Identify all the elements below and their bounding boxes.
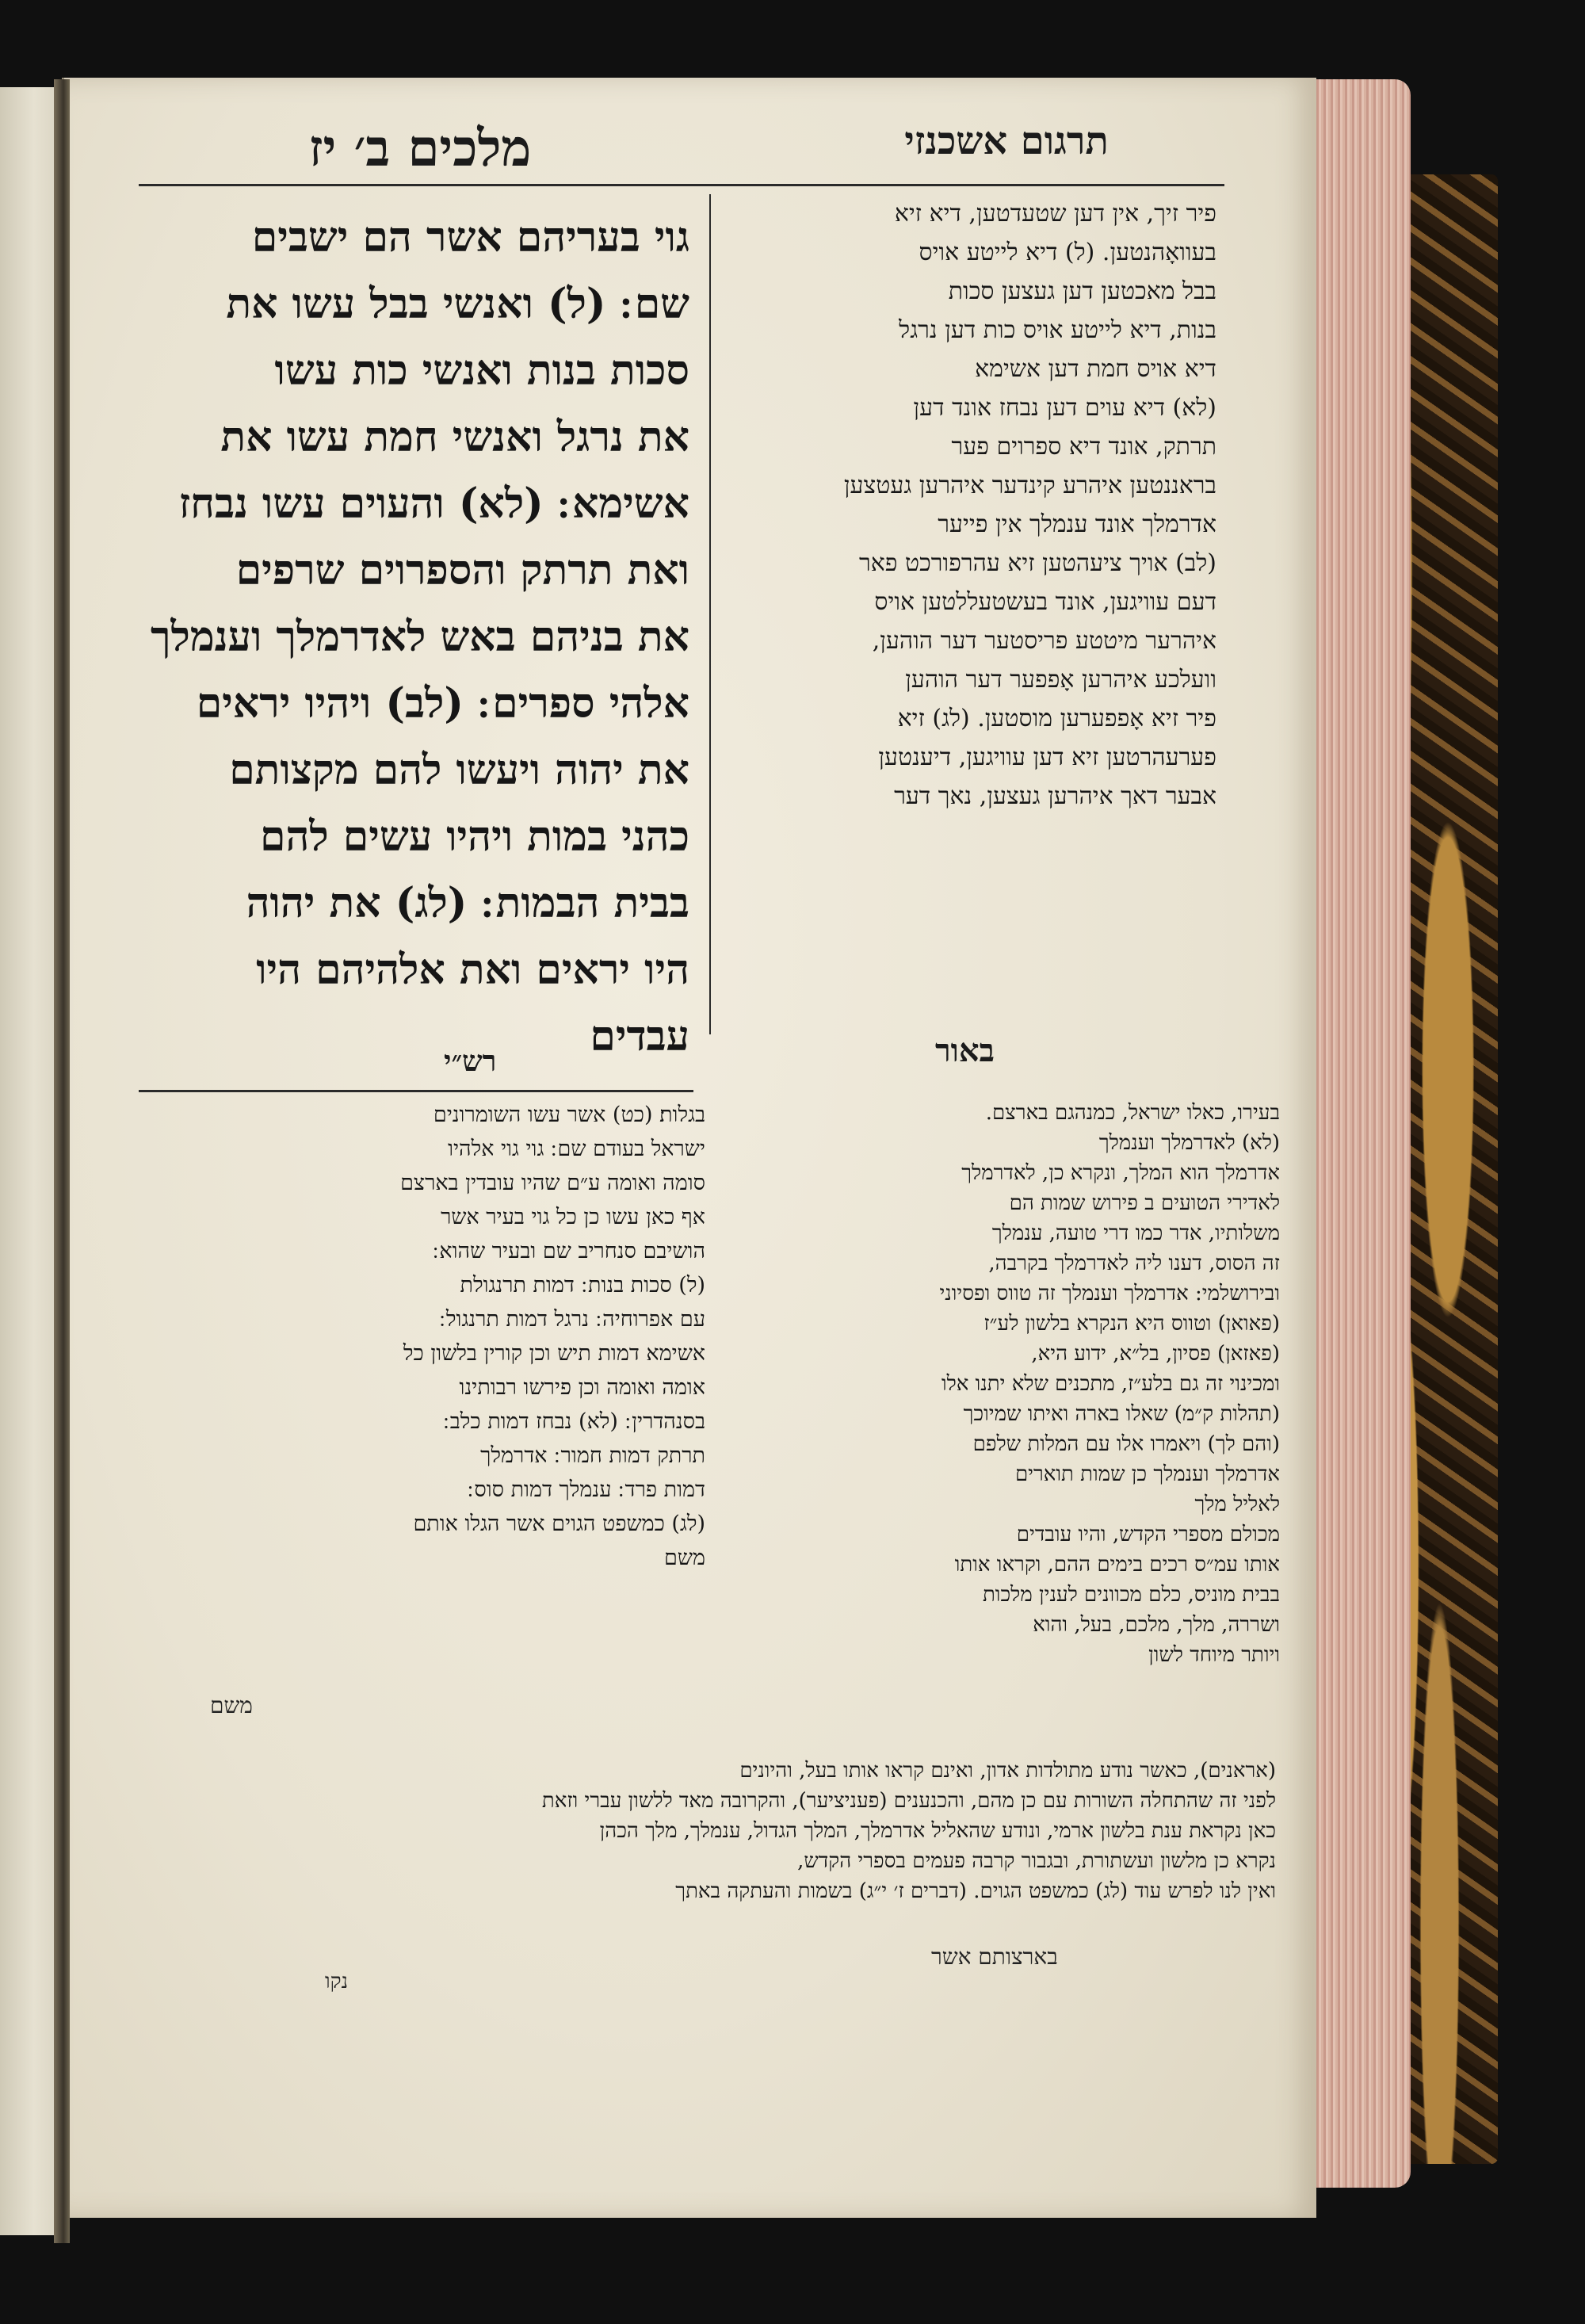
biur-line: משלותיו, אדר כמו דרי טועה, ענמלך [991,1221,1280,1245]
targum-line: פיר זיך, אין דען שטעדטען, דיא זיא [894,200,1216,227]
biur-line: אדרמלך וענמלך כן שמות תוארים [1014,1462,1280,1486]
verse-line: גוי בעריהם אשר הם ישבים [251,213,689,262]
folio-signature: נקו [325,1970,349,1993]
verse-line: את יהוה ויעשו להם מקצותם [229,746,689,794]
biur-line: ומכינוי זה גם בלע״ז, מתכנים שלא יתנו אלו [941,1372,1280,1396]
rashi-line: דמות פרד ׃ ענמלך דמות סוס ׃ [467,1477,705,1502]
verse-line: עבדים [590,1012,689,1061]
targum-line: פערעהרטען זיא דען עוויגען, דיענטען [878,743,1216,771]
biur-commentary [725,1098,1280,1779]
biur-line: ובירושלמי: אדרמלך וענמלך זה טווס ופסיוני [939,1282,1280,1305]
targum-line: (לא) דיא עוים דען נבחז אונד דען [913,394,1216,422]
rashi-line: (לג) כמשפט הגוים אשר הגלו אותם [413,1512,705,1536]
targum-line: בראננטען איהרע קינדער איהרען געטצען [843,472,1216,499]
biblical-text-column [135,204,689,1068]
verse-line: שם ׃ (ל) ואנשי בבל עשו את [226,280,689,328]
rashi-line: עם אפרוחיה ׃ נרגל דמות תרנגול ׃ [439,1307,705,1332]
rashi-line: משם [664,1546,705,1570]
rashi-line: אשימא דמות תיש וכן קורין בלשון כל [403,1341,705,1366]
biur-line: אותו עמ״ס רכים בימים ההם, וקראו אותו [954,1553,1280,1577]
verse-line: ואת תרתק והספרוים שרפים [235,546,689,594]
biur-line: בבית מוניס, כלם מכוונים לענין מלכות [982,1583,1280,1607]
rashi-line: ישראל בעודם שם ׃ גוי גוי אלהיו [448,1137,705,1161]
rashi-heading: רש״י [444,1045,497,1078]
rashi-line: אף כאן עשו כן כל גוי בעיר אשר [441,1205,705,1229]
rashi-line: אומה ואומה וכן פירשו רבותינו [459,1375,705,1400]
targum-line: פיר זיא אָפפערען מוסטען. (לג) זיא [897,705,1216,732]
rashi-line: בגלות׃ (כט) אשר עשו השומרונים [433,1103,705,1127]
note-line: לפני זה שהתחלה השורות עם כן מהם, והכנענים (פעניציער), והקרובה מאד ללשון עברי וזאת [541,1789,1276,1813]
rashi-line: הושיבם סנחריב שם ובעיר שהוא ׃ [432,1239,705,1263]
catchword: בארצותם אשר [931,1944,1058,1970]
biur-line: בעירו, כאלו ישראל, כמנהגם בארצם. [985,1101,1280,1125]
rashi-line: סומה ואומה ע״ם שהיו עובדין בארצם [400,1171,705,1195]
targum-line: איהרער מיטטע פריסטער דער הוהען, [872,627,1216,655]
rashi-line: בסנהדרין ׃ (לא) נבחז דמות כלב ׃ [443,1409,705,1434]
rashi-catchword: משם [210,1692,253,1718]
header-rule [139,184,1224,186]
targum-line: וועלכע איהרען אָפפער דער הוהען [905,666,1216,694]
targum-line: תרתק, אונד דיא ספרוים פער [951,433,1216,461]
targum-line: בנות, דיא לייטע אויס כות דען נרגל [899,316,1216,344]
biur-line: (תהלות ק״מ) שאלו בארה ואיתו שמיוכך [963,1402,1280,1426]
targum-line: דעם עוויגען, אונד בעשטעללטען אויס [874,588,1216,616]
biur-line: מכולם מספרי הקדש, והיו עובדים [1016,1523,1280,1546]
book-gutter [54,79,70,2243]
verse-line: את בניהם באש לאדרמלך וענמלך [150,613,689,661]
verse-line: סכות בנות ואנשי כות עשו [274,346,689,395]
biur-line: (והם לך) ויאמרו אלו עם המלות שלפם [972,1432,1280,1456]
targum-line: דיא אויס חמת דען אשימא [975,355,1216,383]
note-line: נקרא כן מלשון ועשתורת, ובגבור קרבה פעמים בספרי הקדש, [797,1849,1276,1873]
biur-heading: באור [935,1032,995,1069]
targum-line: בבל מאכטען דען געצען סכות [948,277,1216,305]
biur-line: לאדירי הטועים ב פירוש שמות הם [1009,1191,1280,1215]
rashi-line: (ל) סכות בנות ׃ דמות תרנגולת [460,1273,705,1298]
targum-line: אדרמלך אונד ענמלך אין פייער [938,510,1216,538]
biur-line: ושררה, מלך, מלכם, בעל, והוא [1033,1613,1280,1637]
biur-line: לאליל מלך [1194,1493,1280,1516]
verse-line: את נרגל ואנשי חמת עשו את [220,413,689,461]
rashi-line: תרתק דמות חמור ׃ אדרמלך [480,1443,705,1468]
page-fore-edge [1300,79,1411,2188]
rashi-commentary [135,1098,705,1700]
targum-line: בעוואָהנטען. (ל) דיא לייטע אויס [919,239,1216,266]
targum-line: אבער דאך איהרען געצען, נאך דער [894,782,1216,810]
verse-line: אשימא ׃ (לא) והעוים עשו נבחז [178,480,689,528]
verse-line: אלהי ספרים ׃ (לב) ויהיו יראים [196,679,689,728]
targum-line: (לב) אויך ציעהטען זיא עהרפורכט פאר [859,549,1216,577]
note-line: (אראנים), כאשר נודע מתולדות אדון, ואינם קראו אותו בעל, והיונים [739,1759,1276,1783]
biur-line: (פאזאן) פסיון, בל״א, ידוע היא, [1031,1342,1280,1366]
running-head-targum: תרגום אשכנזי [904,119,1109,163]
biur-line: (לא) לאדרמלך וענמלך [1098,1131,1280,1155]
note-line: כאן נקראת ענת בלשון ארמי, ונודע שהאליל אדרמלך, המלך הגדול, ענמלך, מלך הכהן [599,1819,1276,1843]
biur-line: זה הסוס, דענו ליה לאדרמלך בקרבה, [988,1252,1280,1275]
biur-line: ויותר מיוחד לשון [1148,1643,1280,1667]
verse-line: היו יראים ואת אלהיהם היו [256,946,689,994]
targum-column [725,194,1216,987]
column-divider [709,194,711,1034]
verse-line: בבית הבמות ׃ (לג) את יהוה [246,879,689,927]
biur-line: אדרמלך הוא המלך, ונקרא כן, לאדרמלך [961,1161,1280,1185]
rashi-rule [139,1090,693,1092]
running-head-book: מלכים ב׳ יז [308,119,532,178]
verse-line: כהני במות ויהיו עשים להם [260,812,689,861]
bottom-note [182,1756,1276,1946]
biur-line: (פאואן) וטווס היא הנקרא בלשון לע״ז [983,1312,1280,1336]
note-line: ואין לנו לפרש עוד (לג) כמשפט הגוים. (דברים ז׳ י״ג) בשמות והעתקה באתך [675,1879,1276,1903]
